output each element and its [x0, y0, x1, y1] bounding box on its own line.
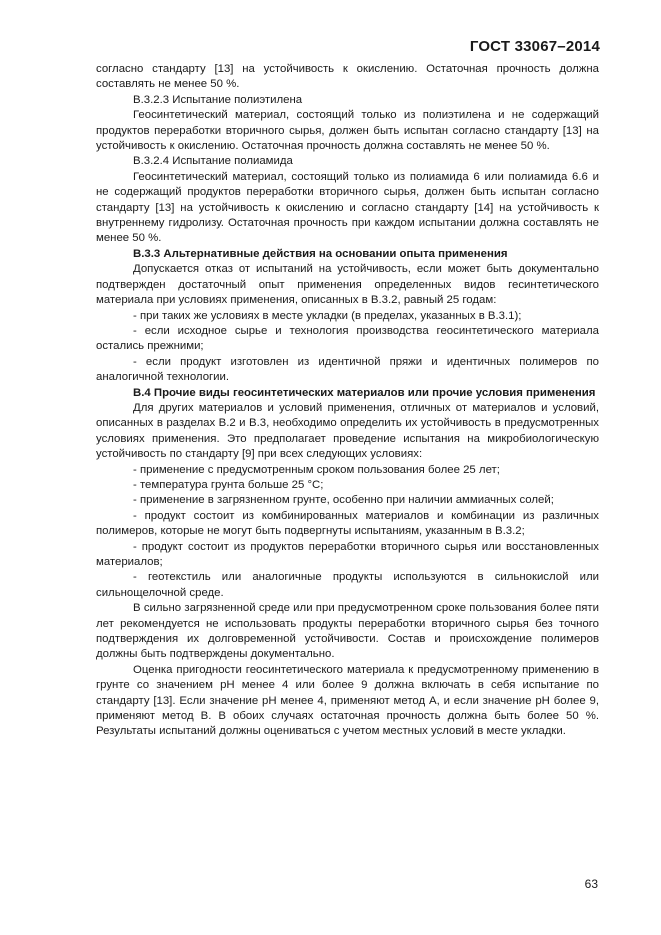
paragraph: - температура грунта больше 25 °С;: [133, 478, 324, 491]
paragraph: В.3.2.3 Испытание полиэтилена: [133, 93, 303, 106]
paragraph: - если исходное сырье и технология производства геосинтетического материала остались прежними;: [96, 324, 599, 353]
body-text: [96, 62, 599, 740]
paragraph: Геосинтетический материал, состоящий только из полиэтилена и не содержащий продуктов переработки вторичного сырья, должен быть испытан согласно стандарту [13] на устойчивость к окислению. Остаточная прочность должна составлять не менее 50 %.: [96, 109, 599, 153]
paragraph: Геосинтетический материал, состоящий только из полиамида 6 или полиамида 6.6 и не содержащий продуктов переработки вторичного сырья, должен быть испытан согласно стандарту [13] на устойчивость к окислению и согласно стандарту [14] на устойчивость к внутреннему гидролизу. Остаточная прочность при каждом испытании должна составлять не менее 50 %.: [96, 170, 599, 245]
paragraph: - геотекстиль или аналогичные продукты используются в сильнокислой или сильнощелочной среде.: [96, 571, 599, 599]
paragraph: - если продукт изготовлен из идентичной пряжи и идентичных полимеров по аналогичной технологии.: [96, 355, 599, 384]
paragraph: - продукт состоит из продуктов переработки вторичного сырья или восстановленных материалов;: [96, 540, 599, 568]
paragraph: Для других материалов и условий применения, отличных от материалов и условий, описанных в разделах В.2 и В.3, необходимо определить их устойчивость в предусмотренных условиях применения. Это предполагает проведение испытания на микробиологическую устойчивость по стандарту [9] при всех следующих условиях:: [96, 401, 599, 461]
paragraph: В.3.2.4 Испытание полиамида: [133, 155, 293, 168]
paragraph: Допускается отказ от испытаний на устойчивость, если может быть документально подтвержден достаточный опыт применения определенных видов гесинтетического материала при условиях применения, описанных в В.3.2, равный 25 годам:: [96, 263, 599, 307]
section-heading: В.4 Прочие виды геосинтетических материалов или прочие условия применения: [133, 386, 596, 399]
paragraph: Оценка пригодности геосинтетического материала к предусмотренному применению в грунте со значением рН менее 4 или более 9 должна включать в себя испытание по стандарту [13]. Если значение рН менее 4, применяют метод А, и если значение рН более 9, применяют метод В. В обоих случаях остаточная прочность должна быть более 50 %. Результаты испытаний должны оцениваться с учетом местных условий в месте укладки.: [96, 663, 599, 738]
paragraph: - при таких же условиях в месте укладки (в пределах, указанных в В.3.1);: [133, 309, 522, 322]
paragraph: - применение в загрязненном грунте, особенно при наличии аммиачных солей;: [133, 494, 554, 507]
paragraph: - применение с предусмотренным сроком пользования более 25 лет;: [133, 463, 500, 476]
document-title: ГОСТ 33067–2014: [469, 38, 600, 55]
section-heading: В.3.3 Альтернативные действия на основании опыта применения: [133, 247, 508, 260]
paragraph: В сильно загрязненной среде или при предусмотренном сроке пользования более пяти лет рекомендуется не использовать продукты переработки вторичного сырья без точного подтверждения их долговременной устойчивости. Состав и происхождение полимеров должны быть подтверждены документально.: [96, 602, 599, 661]
paragraph: согласно стандарту [13] на устойчивость к окислению. Остаточная прочность должна составлять не менее 50 %.: [96, 63, 599, 91]
paragraph: - продукт состоит из комбинированных материалов и комбинации из различных полимеров, которые не могут быть подвергнуты испытаниям, указанным в В.3.2;: [96, 509, 599, 538]
page-number: 63: [584, 877, 598, 891]
